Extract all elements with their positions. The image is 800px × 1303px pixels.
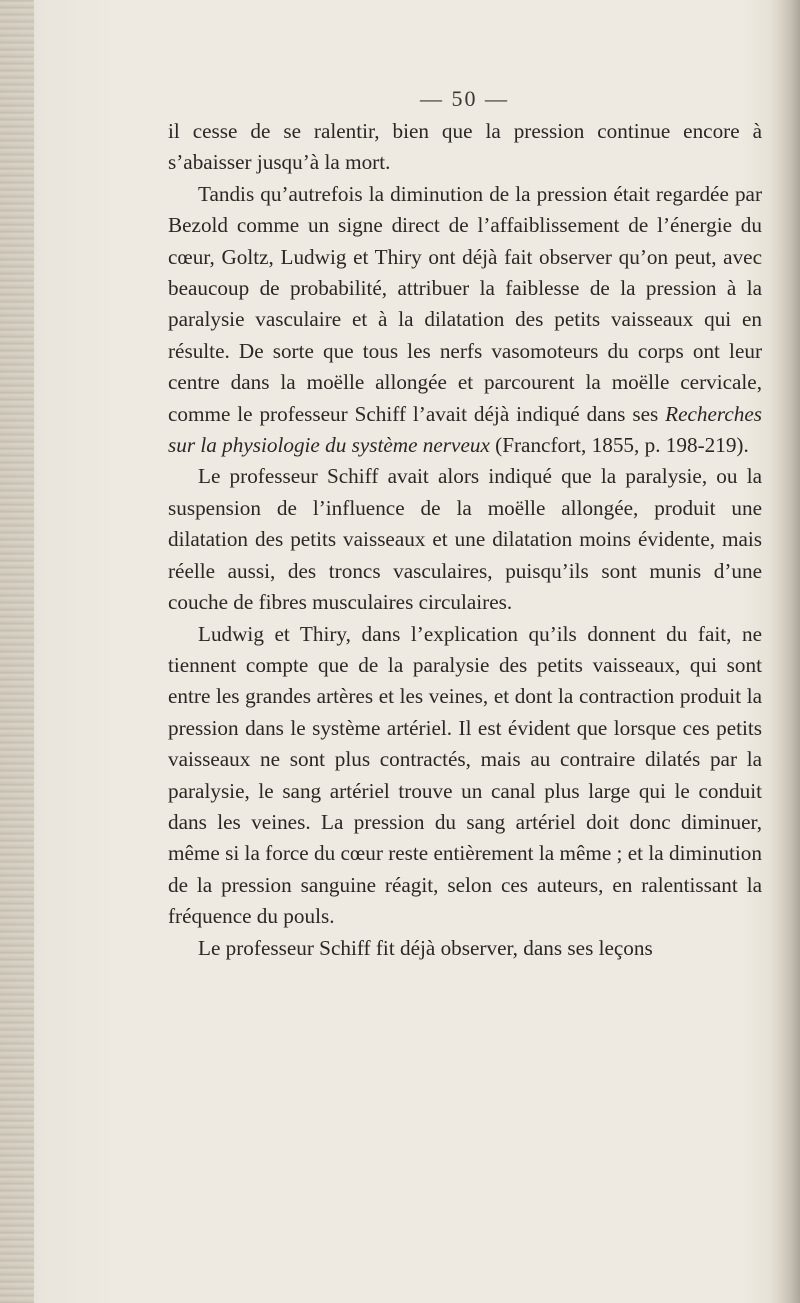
page-number: — 50 — (420, 86, 509, 111)
paragraph-1: il cesse de se ralentir, bien que la pression continue encore à s’abaisser jusqu’à la mort. (168, 119, 762, 175)
paragraph-5: Le professeur Schiff fit déjà observer, dans ses leçons (198, 935, 653, 960)
paragraph-2-text: Tandis qu’autrefois la diminution de la pression était regardée par Bezold comme un signe direct de l’affaiblissement de l’énergie du cœur, Goltz, Ludwig et Thiry ont déjà fait observer qu’on peut, avec beaucoup de probabilité, attribuer la faiblesse de la pression à la paralysie vasculaire et à la dilatation des petits vaisseaux qui en résulte. De sorte que tous les nerfs vasomoteurs du corps ont leur centre dans la moëlle allongée et parcourent la moëlle cervicale, comme le professeur Schiff l’avait déjà indiqué dans ses (168, 181, 762, 426)
paragraph-4: Ludwig et Thiry, dans l’explication qu’ils donnent du fait, ne tiennent compte que de la paralysie des petits vaisseaux, qui sont entre les grandes artères et les veines, et dont la contraction produit la pression dans le système artériel. Il est évident que lorsque ces petits vaisseaux ne sont plus contractés, mais au contraire dilatés par la paralysie, le sang artériel trouve un canal plus large qui le conduit dans les veines. La pression du sang artériel doit donc diminuer, même si la force du cœur reste entièrement la même ; et la diminution de la pression sanguine réagit, selon ces auteurs, en ralentissant la fréquence du pouls. (168, 621, 762, 929)
paragraph-2 (168, 179, 762, 462)
page-edge-shadow (770, 0, 800, 1303)
paragraph-2-citation: (Francfort, 1855, p. 198-219). (489, 433, 749, 458)
body-text (168, 116, 762, 964)
work-title: Recherches sur la physiologie du système nerveux (168, 401, 762, 458)
paragraph-3: Le professeur Schiff avait alors indiqué que la paralysie, ou la suspension de l’influence de la moëlle allongée, produit une dilatation des petits vaisseaux et une dilatation moins évidente, mais réelle aussi, des troncs vasculaires, puisqu’ils sont munis d’une couche de fibres musculaires circulaires. (168, 464, 762, 615)
binding-gutter (0, 0, 34, 1303)
